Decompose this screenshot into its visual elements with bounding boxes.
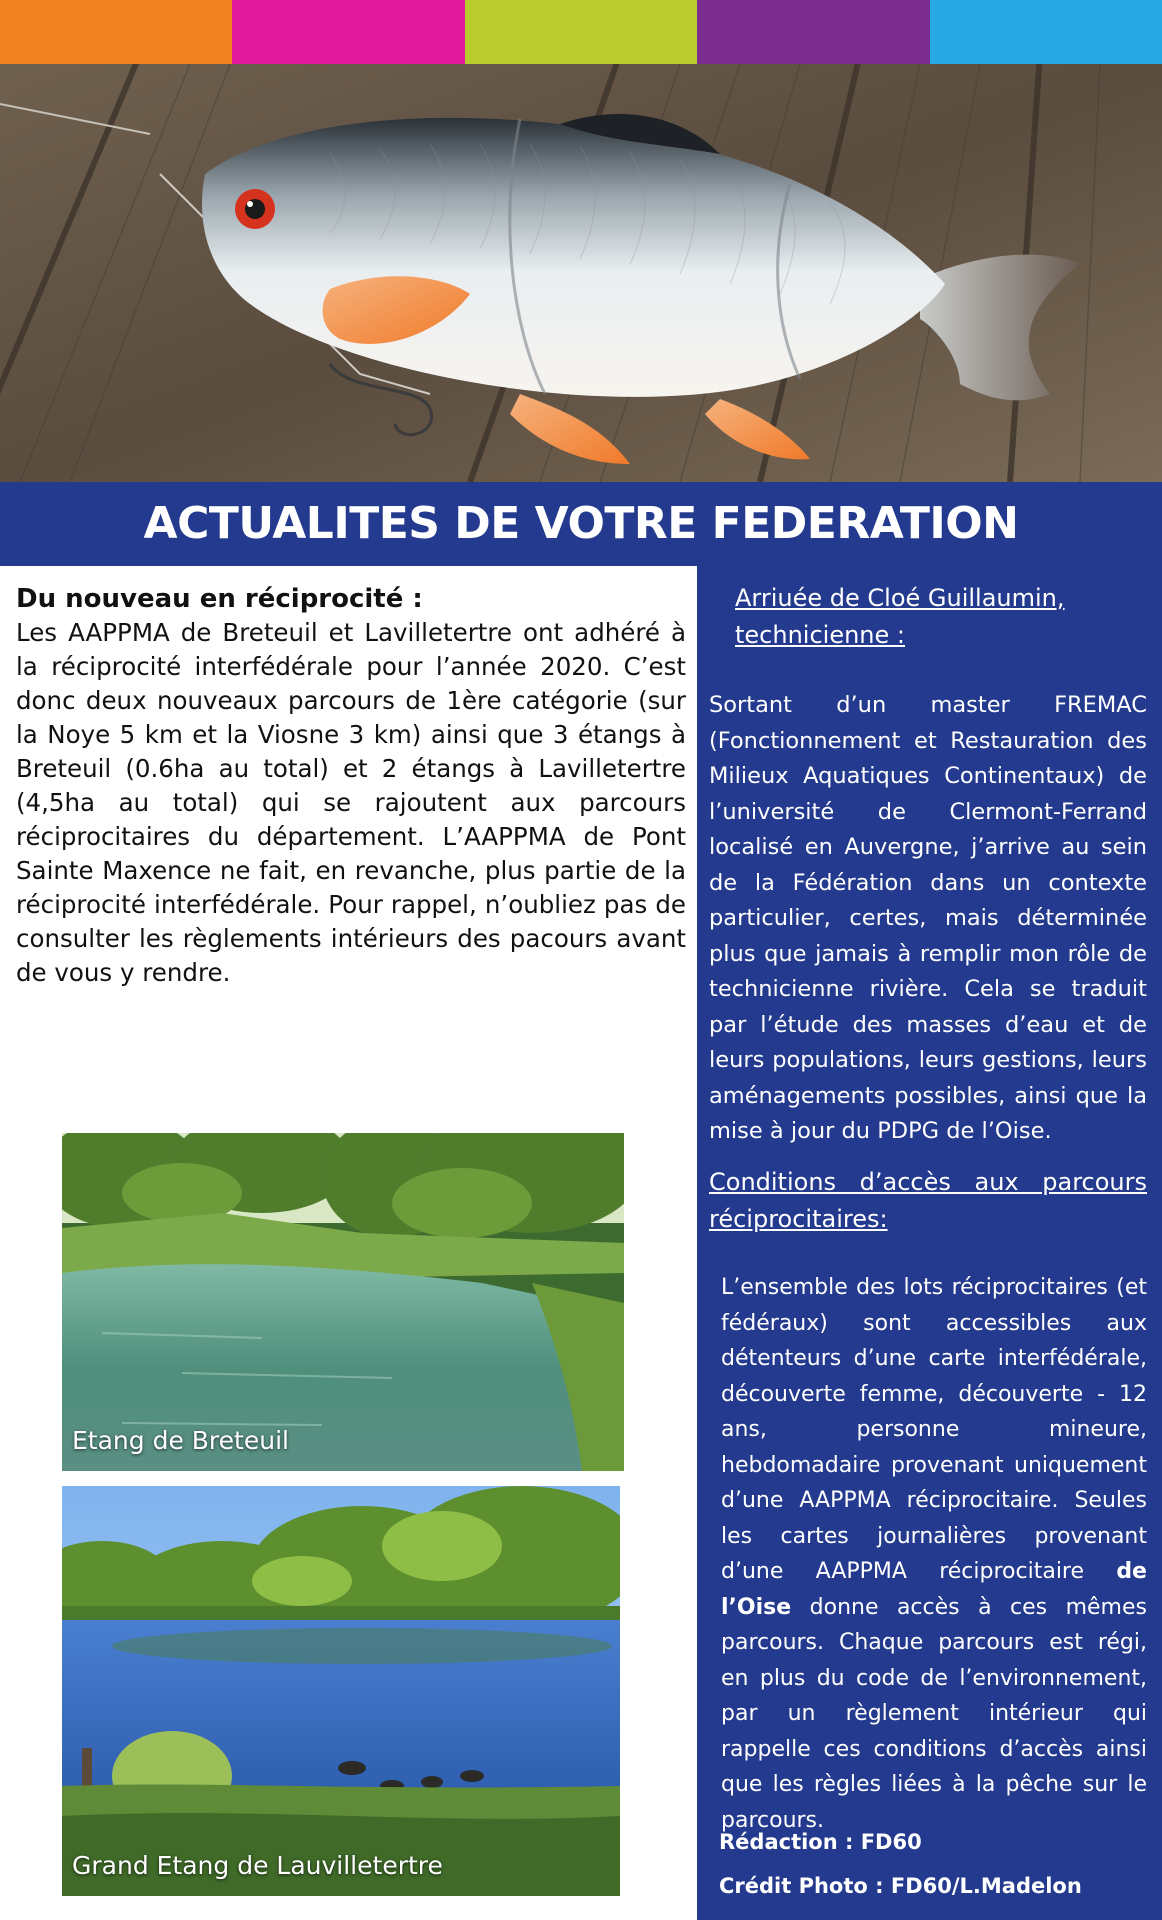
stripe-magenta — [232, 0, 464, 64]
photo-caption-lauvilletertre: Grand Etang de Lauvilletertre — [72, 1851, 443, 1880]
color-stripes — [0, 0, 1162, 64]
photo-credit: Crédit Photo : FD60/L.Madelon — [719, 1874, 1082, 1898]
paragraph-arrivee-cloe: Sortant d’un master FREMAC (Fonctionnement et Restauration des Milieux Aquatiques Continentaux) de l’université de Clermont-Ferrand localisé en Auvergne, j’arrive au sein de la Fédération dans un contexte particulier, certes, mais déterminée plus que jamais à remplir mon rôle de technicienne rivière. Cela se traduit par l’étude des masses d’eau et de leurs populations, leurs gestions, leurs aménagements possibles, ainsi que la mise à jour du PDPG de l’Oise. — [709, 692, 1147, 1144]
stripe-cyan — [930, 0, 1162, 64]
photo-grand-etang-lauvilletertre — [62, 1486, 620, 1896]
section-banner-title: ACTUALITES DE VOTRE FEDERATION — [0, 482, 1162, 566]
article-paragraph: Les AAPPMA de Breteuil et Lavilletertre ont adhéré à la réciprocité interfédérale pour l’année 2020. C’est donc deux nouveaux parcours de 1ère catégorie (sur la Noye 5 km et la Viosne 3 km) ainsi que 3 étangs à Breteuil (0.6ha au total) et 2 étangs à Lavilletertre (4,5ha au total) qui se rajoutent aux parcours réciprocitaires du département. L’AAPPMA de Pont Sainte Maxence ne fait, en revanche, plus partie de la réciprocité interfédérale. Pour rappel, n’oubliez pas de consulter les règlements intérieurs des pacours avant de vous y rendre. — [16, 618, 686, 987]
redaction-credit: Rédaction : FD60 — [719, 1830, 922, 1854]
article-heading: Du nouveau en réciprocité : — [16, 584, 423, 614]
article-reciprocite — [16, 584, 686, 990]
stripe-lime — [465, 0, 697, 64]
heading-conditions-acces: Conditions d’accès aux parcours réciprocitaires: — [709, 1168, 1147, 1233]
hero-photo-fish-lure — [0, 64, 1162, 482]
paragraph-conditions-acces — [721, 1270, 1147, 1838]
photo-etang-breteuil — [62, 1133, 624, 1471]
conditions-text-bold: de l’Oise — [721, 1559, 1147, 1620]
conditions-text-part1: L’ensemble des lots réciprocitaires (et fédéraux) sont accessibles aux détenteurs d’une carte interfédérale, découverte femme, découverte - 12 ans, personne mineure, hebdomadaire provenant uniquement d’une AAPPMA réciprocitaire. Seules les cartes journalières provenant d’une AAPPMA réciprocitaire — [721, 1275, 1147, 1584]
heading-arrivee-cloe: Arriuée de Cloé Guillaumin, technicienne : — [735, 584, 1065, 649]
stripe-orange — [0, 0, 232, 64]
sidebar-federation-news — [697, 566, 1162, 1920]
conditions-text-part2: donne accès à ces mêmes parcours. Chaque parcours est régi, en plus du code de l’environnement, par un règlement intérieur qui rappelle ces conditions d’accès ainsi que les règles liées à la pêche sur le parcours. — [721, 1594, 1147, 1833]
photo-caption-breteuil: Etang de Breteuil — [72, 1426, 289, 1455]
stripe-purple — [697, 0, 929, 64]
